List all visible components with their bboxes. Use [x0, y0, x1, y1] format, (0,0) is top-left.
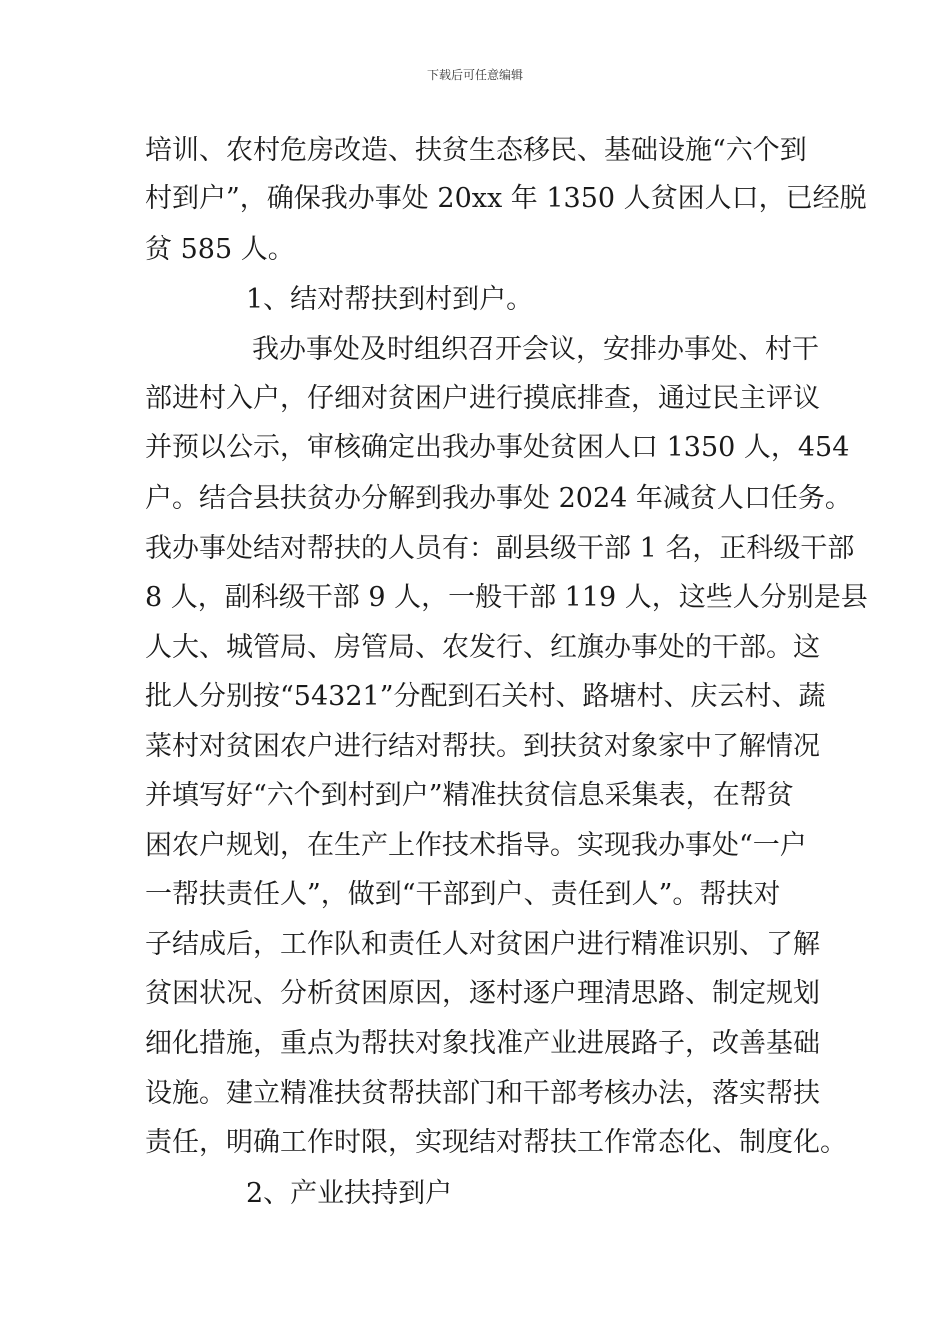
text-line: 部进村入户，仔细对贫困户进行摸底排查，通过民主评议	[145, 383, 820, 414]
text-line: 责任，明确工作时限，实现结对帮扶工作常态化、制度化。	[145, 1127, 847, 1158]
text-line: 贫困状况、分析贫困原因，逐村逐户理清思路、制定规划	[145, 978, 820, 1009]
text-line: 8 人，副科级干部 9 人，一般干部 119 人，这些人分别是县	[145, 582, 868, 613]
text-line: 我办事处结对帮扶的人员有：副县级干部 1 名，正科级干部	[145, 533, 855, 564]
text-line: 细化措施，重点为帮扶对象找准产业进展路子，改善基础	[145, 1028, 820, 1059]
text-line: 一帮扶责任人”，做到“干部到户、责任到人”。帮扶对	[145, 879, 781, 910]
text-line: 设施。建立精准扶贫帮扶部门和干部考核办法，落实帮扶	[145, 1078, 820, 1109]
text-line: 我办事处及时组织召开会议，安排办事处、村干	[252, 334, 819, 365]
text-line: 菜村对贫困农户进行结对帮扶。到扶贫对象家中了解情况	[145, 731, 820, 762]
text-line: 并填写好“六个到村到户”精准扶贫信息采集表，在帮贫	[145, 780, 794, 811]
text-line: 户。结合县扶贫办分解到我办事处 2024 年减贫人口任务。	[145, 483, 852, 514]
text-line: 村到户”，确保我办事处 20xx 年 1350 人贫困人口，已经脱	[145, 183, 867, 214]
text-line: 人大、城管局、房管局、农发行、红旗办事处的干部。这	[145, 632, 820, 663]
section-heading: 2、产业扶持到户	[246, 1178, 453, 1209]
page-header: 下载后可任意编辑	[426, 68, 523, 82]
text-line: 批人分别按“54321”分配到石关村、路塘村、庆云村、蔬	[145, 681, 826, 712]
text-line: 子结成后，工作队和责任人对贫困户进行精准识别、了解	[145, 929, 820, 960]
text-line: 贫 585 人。	[145, 234, 295, 265]
text-line: 困农户规划，在生产上作技术指导。实现我办事处“一户	[145, 830, 807, 861]
text-line: 并预以公示，审核确定出我办事处贫困人口 1350 人，454	[145, 432, 850, 463]
text-line: 培训、农村危房改造、扶贫生态移民、基础设施“六个到	[145, 135, 807, 166]
section-heading: 1、结对帮扶到村到户。	[246, 284, 534, 315]
